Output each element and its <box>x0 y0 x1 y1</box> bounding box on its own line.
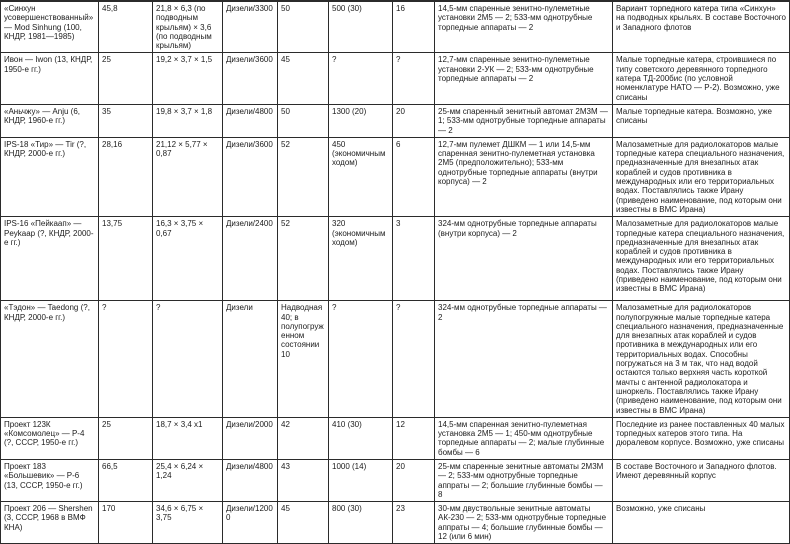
cell-displacement: 170 <box>99 502 153 544</box>
cell-notes: Малозаметные для радиолокаторов малые торпедные катера специального назначения, предназначенные для внезапных атак кораблей и судов противника в международных или его территориальных водах. Поставлялись также Ирану (приведено наименование, под которым они известны в ВМС Ирана) <box>613 137 790 216</box>
cell-engine-power: Дизели/3300 <box>223 1 278 53</box>
cell-notes: Вариант торпедного катера типа «Синхун» на подводных крыльях. В составе Восточного и Западного флотов <box>613 1 790 53</box>
cell-dimensions: 16,3 × 3,75 × 0,67 <box>153 217 223 301</box>
table-row <box>1 417 790 459</box>
cell-ship-name: Ивон — Iwon (13, КНДР, 1950-е гг.) <box>1 53 99 104</box>
cell-armament: 12,7-мм спаренные зенитно-пулеметные установки 2-УК — 2; 533-мм однотрубные торпедные аппараты — 2 <box>435 53 613 104</box>
cell-range: 1000 (14) <box>329 459 393 501</box>
cell-displacement: 13,75 <box>99 217 153 301</box>
cell-crew: 16 <box>393 1 435 53</box>
cell-armament: 25-мм спаренный зенитный автомат 2М3М — 1; 533-мм однотрубные торпедные аппараты — 2 <box>435 104 613 137</box>
cell-armament: 324-мм однотрубные торпедные аппараты (внутри корпуса) — 2 <box>435 217 613 301</box>
cell-engine-power: Дизели/4800 <box>223 459 278 501</box>
cell-crew: 20 <box>393 459 435 501</box>
cell-speed: 52 <box>278 217 329 301</box>
cell-range: ? <box>329 53 393 104</box>
cell-ship-name: IPS-16 «Пейкаап» — Peykaap (?, КНДР, 2000-е гг.) <box>1 217 99 301</box>
cell-notes: Малые торпедные катера. Возможно, уже списаны <box>613 104 790 137</box>
cell-speed: 43 <box>278 459 329 501</box>
cell-engine-power: Дизели <box>223 301 278 418</box>
cell-ship-name: IPS-18 «Тир» — Tir (?, КНДР, 2000-е гг.) <box>1 137 99 216</box>
table-row <box>1 217 790 301</box>
cell-displacement: 28,16 <box>99 137 153 216</box>
cell-notes: Возможно, уже списаны <box>613 502 790 544</box>
cell-ship-name: Проект 123К «Комсомолец» — Р-4 (?, СССР, 1950-е гг.) <box>1 417 99 459</box>
table-row <box>1 301 790 418</box>
cell-speed: 52 <box>278 137 329 216</box>
cell-crew: 23 <box>393 502 435 544</box>
cell-displacement: 25 <box>99 417 153 459</box>
cell-engine-power: Дизели/4800 <box>223 104 278 137</box>
cell-dimensions: 19,2 × 3,7 × 1,5 <box>153 53 223 104</box>
cell-displacement: 25 <box>99 53 153 104</box>
table-row <box>1 53 790 104</box>
cell-notes: Малозаметные для радиолокаторов полупогружные малые торпедные катера специального назначения, предназначенные для внезапных атак кораблей и судов противника в международных или его территориальных водах. Способны погружаться на 3 м так, что над водой остаются только верхняя часть короткой мачты с антенной радиолокатора и шноркель. Поставлялись также Ирану (приведено наименование, под которым они известны в ВМС Ирана) <box>613 301 790 418</box>
cell-range: 800 (30) <box>329 502 393 544</box>
cell-displacement: 35 <box>99 104 153 137</box>
cell-range: 500 (30) <box>329 1 393 53</box>
cell-speed: 45 <box>278 53 329 104</box>
cell-range: 450 (экономичным ходом) <box>329 137 393 216</box>
cell-dimensions: 21,12 × 5,77 × 0,87 <box>153 137 223 216</box>
cell-armament: 12,7-мм пулемет ДШКМ — 1 или 14,5-мм спаренная зенитно-пулеметная установка 2М5 (предположительно); 533-мм однотрубные торпедные аппараты (внутри корпуса) — 2 <box>435 137 613 216</box>
cell-crew: 12 <box>393 417 435 459</box>
cell-speed: Надводная 40; в полупогруженном состоянии 10 <box>278 301 329 418</box>
cell-dimensions: 21,8 × 6,3 (по подводным крыльям) × 3,6 (по подводным крыльям) <box>153 1 223 53</box>
cell-armament: 25-мм спаренные зенитные автоматы 2М3М — 2; 533-мм однотрубные торпедные аппраты — 2; большие глубинные бомбы — 8 <box>435 459 613 501</box>
cell-armament: 14,5-мм спаренные зенитно-пулеметные установки 2М5 — 2; 533-мм однотрубные торпедные аппараты — 2 <box>435 1 613 53</box>
cell-range: 410 (30) <box>329 417 393 459</box>
table-row <box>1 1 790 53</box>
cell-armament: 14,5-мм спаренная зенитно-пулеметная установка 2М5 — 1; 450-мм однотрубные торпедные аппараты — 2; малые глубинные бомбы — 6 <box>435 417 613 459</box>
cell-engine-power: Дизели/12000 <box>223 502 278 544</box>
cell-displacement: 66,5 <box>99 459 153 501</box>
cell-speed: 45 <box>278 502 329 544</box>
cell-speed: 42 <box>278 417 329 459</box>
cell-ship-name: «Аньчжу» — Anju (6, КНДР, 1960-е гг.) <box>1 104 99 137</box>
cell-range: ? <box>329 301 393 418</box>
cell-range: 320 (экономичным ходом) <box>329 217 393 301</box>
cell-ship-name: «Тэдон» — Taedong (?, КНДР, 2000-е гг.) <box>1 301 99 418</box>
table-row <box>1 459 790 501</box>
cell-dimensions: 19,8 × 3,7 × 1,8 <box>153 104 223 137</box>
cell-crew: ? <box>393 53 435 104</box>
cell-dimensions: 34,6 × 6,75 × 3,75 <box>153 502 223 544</box>
cell-engine-power: Дизели/2000 <box>223 417 278 459</box>
cell-speed: 50 <box>278 104 329 137</box>
cell-ship-name: Проект 183 «Большевик» — Р-6 (13, СССР, 1950-е гг.) <box>1 459 99 501</box>
cell-dimensions: ? <box>153 301 223 418</box>
table-row <box>1 137 790 216</box>
cell-displacement: ? <box>99 301 153 418</box>
cell-dimensions: 25,4 × 6,24 × 1,24 <box>153 459 223 501</box>
cell-engine-power: Дизели/3600 <box>223 53 278 104</box>
cell-speed: 50 <box>278 1 329 53</box>
cell-ship-name: Проект 206 — Shershen (3, СССР, 1968 в ВМФ КНА) <box>1 502 99 544</box>
cell-notes: Малые торпедные катера, строившиеся по типу советского деревянного торпедного катера ТД-200бис (по условной номенклатуре НАТО — Р-2). Возможно, уже списаны <box>613 53 790 104</box>
cell-crew: ? <box>393 301 435 418</box>
cell-notes: Последние из ранее поставленных 40 малых торпедных катеров этого типа. На дюралевом корпусе. Возможно, уже списаны <box>613 417 790 459</box>
cell-engine-power: Дизели/2400 <box>223 217 278 301</box>
cell-engine-power: Дизели/3600 <box>223 137 278 216</box>
cell-notes: В составе Восточного и Западного флотов. Имеют деревянный корпус <box>613 459 790 501</box>
table-row <box>1 502 790 544</box>
cell-armament: 324-мм однотрубные торпедные аппараты — 2 <box>435 301 613 418</box>
cell-dimensions: 18,7 × 3,4 х1 <box>153 417 223 459</box>
cell-range: 1300 (20) <box>329 104 393 137</box>
table-body <box>1 1 790 544</box>
cell-armament: 30-мм двуствольные зенитные автоматы АК-230 — 2; 533-мм однотрубные торпедные аппраты — 4; большие глубинные бомбы — 12 (или 6 мин) <box>435 502 613 544</box>
cell-crew: 20 <box>393 104 435 137</box>
cell-notes: Малозаметные для радиолокаторов малые торпедные катера специального назначения, предназначенные для внезапных атак кораблей и судов противника в международных или его территориальных водах. Поставлялись также Ирану (приведено наименование, под которым они известны в ВМС Ирана) <box>613 217 790 301</box>
cell-displacement: 45,8 <box>99 1 153 53</box>
cell-crew: 3 <box>393 217 435 301</box>
cell-crew: 6 <box>393 137 435 216</box>
table-row <box>1 104 790 137</box>
cell-ship-name: «Синхун усовершенствованный» — Mod Sinhung (100, КНДР, 1981—1985) <box>1 1 99 53</box>
